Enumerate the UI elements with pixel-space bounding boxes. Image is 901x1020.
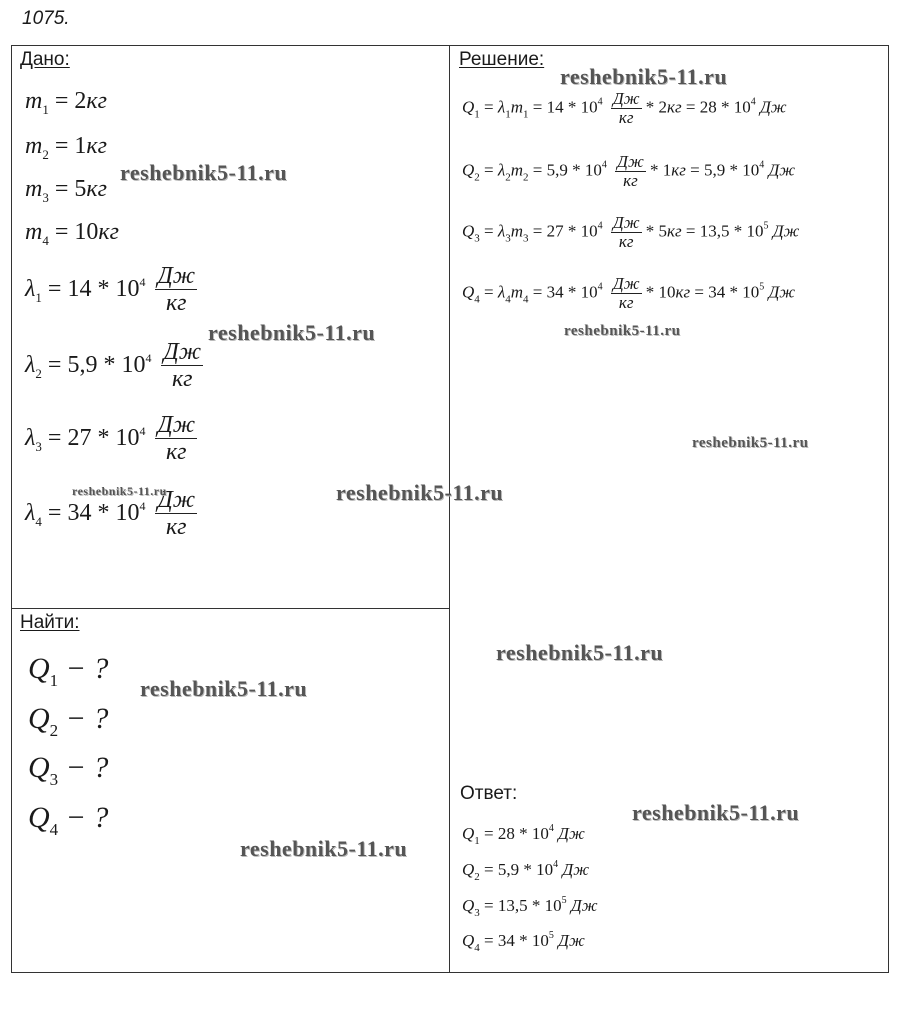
watermark: reshebnik5-11.ru [240,836,408,861]
find-item-1: $Q_1$ − ? [28,652,109,690]
given-mass-1: $m_1 = 2кг$ [25,88,107,117]
solution-row-3: $Q_3 = \lambda_3m_3 = 27 * 10^4$ $\frac{Дж}{кг}$ * $5кг = 13,5 * 10^5$ Дж [462,213,800,251]
given-lambda-1: $\lambda_1 = 14 * 10^4$ $\frac{Дж}{кг}$ [25,263,196,317]
watermark: reshebnik5-11.ru [120,160,288,185]
watermark: reshebnik5-11.ru [560,64,728,89]
unit-fraction: $\frac{Дж}{кг}$ [612,274,640,312]
find-item-2: $Q_2$ − ? [28,702,109,740]
unit-fraction: $\frac{Дж}{кг}$ [157,412,196,466]
find-item-3: $Q_3$ − ? [28,751,109,789]
unit-fraction: $\frac{Дж}{кг}$ [612,89,640,127]
watermark: reshebnik5-11.ru [336,480,504,505]
table-divider-vertical [449,45,450,972]
table-divider-horizontal [11,608,450,609]
solution-heading: Решение: [459,49,545,70]
solution-row-1: $Q_1 = \lambda_1m_1 = 14 * 10^4$ $\frac{Дж}{кг}$ * $2кг = 28 * 10^4$ Дж [462,89,787,127]
watermark: reshebnik5-11.ru [692,435,809,451]
watermark: reshebnik5-11.ru [140,676,308,701]
problem-number: 1075. [22,8,70,29]
watermark: reshebnik5-11.ru [496,640,664,665]
watermark: reshebnik5-11.ru [208,320,376,345]
answer-row-3: $Q_3 = 13,5 * 10^5$ Дж [462,895,598,919]
given-mass-3: $m_3 = 5кг$ [25,176,107,205]
given-mass-2: $m_2 = 1кг$ [25,133,107,162]
watermark: reshebnik5-11.ru [564,323,681,339]
answer-row-1: $Q_1 = 28 * 10^4$ Дж [462,823,585,847]
given-lambda-3: $\lambda_3 = 27 * 10^4$ $\frac{Дж}{кг}$ [25,412,196,466]
given-lambda-4: $\lambda_4 = 34 * 10^4$ $\frac{Дж}{кг}$ [25,487,196,541]
unit-fraction: $\frac{Дж}{кг}$ [157,263,196,317]
unit-fraction: $\frac{Дж}{кг}$ [612,213,640,251]
find-heading: Найти: [20,612,80,633]
watermark: reshebnik5-11.ru [632,800,800,825]
answer-row-2: $Q_2 = 5,9 * 10^4$ Дж [462,859,590,883]
find-item-4: $Q_4$ − ? [28,801,109,839]
answer-row-4: $Q_4 = 34 * 10^5$ Дж [462,930,585,954]
unit-fraction: $\frac{Дж}{кг}$ [163,339,202,393]
solution-row-4: $Q_4 = \lambda_4m_4 = 34 * 10^4$ $\frac{Дж}{кг}$ * $10кг = 34 * 10^5$ Дж [462,274,796,312]
given-heading: Дано: [20,49,70,70]
unit-fraction: $\frac{Дж}{кг}$ [617,152,644,190]
watermark: reshebnik5-11.ru [72,484,167,498]
unit-fraction: $\frac{Дж}{кг}$ [157,487,196,541]
given-lambda-2: $\lambda_2 = 5,9 * 10^4$ $\frac{Дж}{кг}$ [25,339,202,393]
solution-row-2: $Q_2 = \lambda_2m_2 = 5,9 * 10^4$ $\frac{Дж}{кг}$ * $1кг = 5,9 * 10^4$ Дж [462,152,796,190]
answer-heading: Ответ: [460,783,518,804]
given-mass-4: $m_4 = 10кг$ [25,219,119,248]
